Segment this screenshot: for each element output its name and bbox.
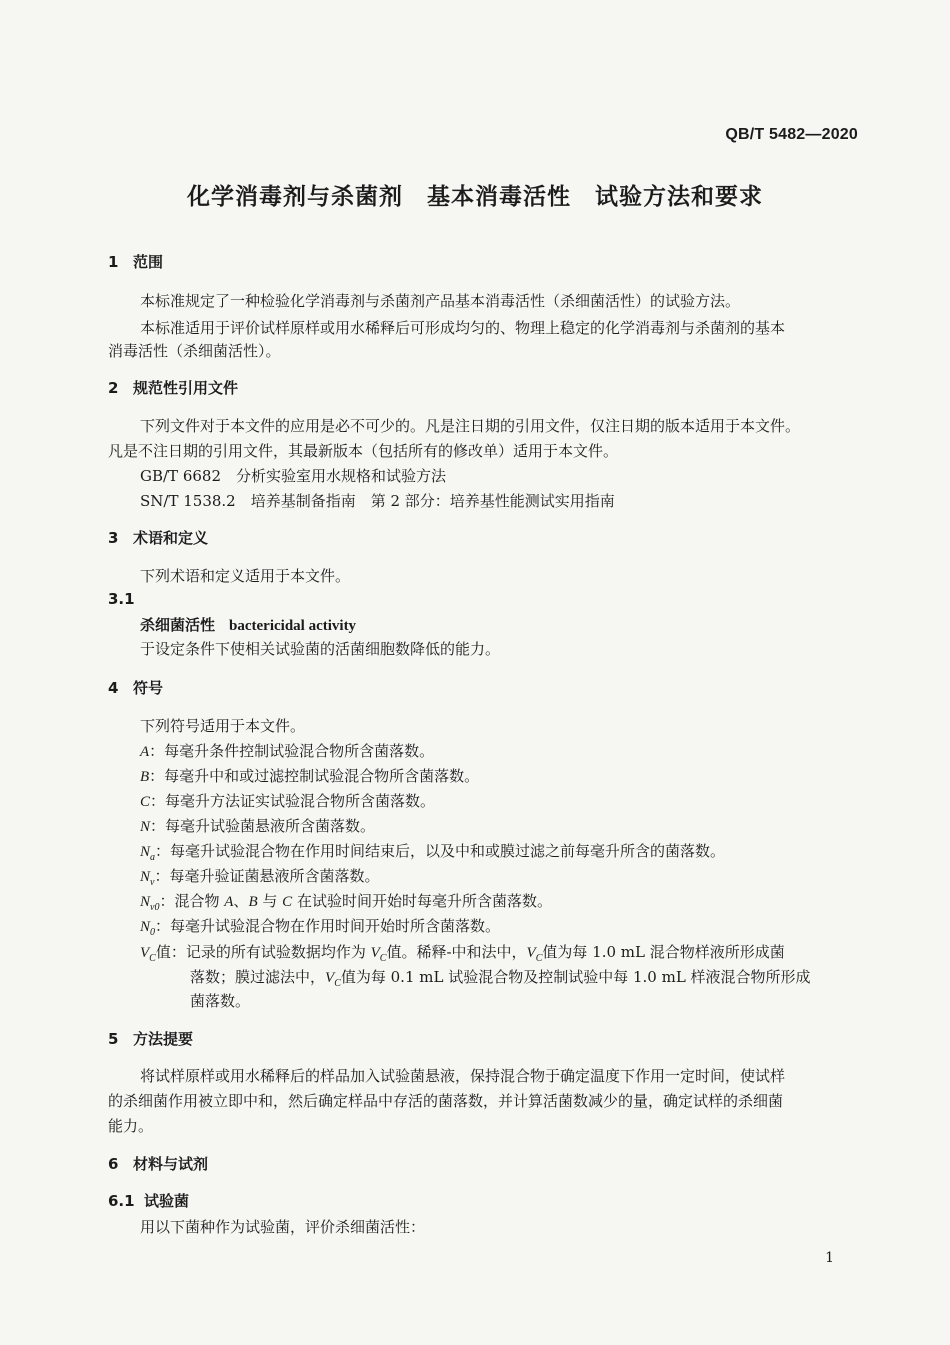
paragraph: 凡是不注日期的引用文件，其最新版本（包括所有的修改单）适用于本文件。 xyxy=(108,442,619,460)
paragraph: 本标准适用于评价试样原样或用水稀释后可形成均匀的、物理上稳定的化学消毒剂与杀菌剂的基本 xyxy=(140,319,786,337)
symbol-Vc-line2: 落数；膜过滤法中，$V_C$值为每 0.1 mL 试验混合物及控制试验中每 1.0 mL 样液混合物所形成 xyxy=(190,968,811,989)
subsection-number: 3.1 xyxy=(108,590,135,608)
term-definition: 于设定条件下使相关试验菌的活菌细胞数降低的能力。 xyxy=(140,640,501,658)
paragraph: 的杀细菌作用被立即中和，然后确定样品中存活的菌落数，并计算活菌数减少的量，确定试样的杀细菌 xyxy=(108,1092,784,1110)
section-3-heading xyxy=(108,527,208,548)
section-number: 3 xyxy=(108,529,119,547)
symbol-N0: $N_0$：每毫升试验混合物在作用时间开始时所含菌落数。 xyxy=(140,917,501,938)
section-number: 5 xyxy=(108,1030,119,1048)
section-number: 2 xyxy=(108,379,119,397)
reference-item: SN/T 1538.2 培养基制备指南 第 2 部分：培养基性能测试实用指南 xyxy=(140,492,615,510)
section-6-heading xyxy=(108,1153,208,1174)
term-entry xyxy=(140,614,356,635)
section-2-heading xyxy=(108,377,238,398)
section-title: 范围 xyxy=(133,253,164,271)
section-title: 术语和定义 xyxy=(133,529,209,547)
symbol-Nv: $N_v$：每毫升验证菌悬液所含菌落数。 xyxy=(140,867,380,888)
paragraph: 下列符号适用于本文件。 xyxy=(140,717,306,735)
paragraph: 消毒活性（杀细菌活性）。 xyxy=(108,342,281,360)
section-1-heading xyxy=(108,251,163,272)
section-number: 6 xyxy=(108,1155,119,1173)
page-number: 1 xyxy=(825,1250,834,1266)
paragraph: 本标准规定了一种检验化学消毒剂与杀菌剂产品基本消毒活性（杀细菌活性）的试验方法。 xyxy=(140,292,741,310)
section-number: 1 xyxy=(108,253,119,271)
section-5-heading xyxy=(108,1028,193,1049)
symbol-C: C：每毫升方法证实试验混合物所含菌落数。 xyxy=(140,792,436,810)
symbol-Na: $N_a$：每毫升试验混合物在作用时间结束后，以及中和或膜过滤之前每毫升所含的菌落数。 xyxy=(140,842,726,863)
symbol-A: A：每毫升条件控制试验混合物所含菌落数。 xyxy=(140,742,435,760)
section-number: 4 xyxy=(108,679,119,697)
symbol-Vc-line3: 菌落数。 xyxy=(190,992,251,1010)
standard-code: QB/T 5482—2020 xyxy=(725,126,858,143)
term-chinese: 杀细菌活性 xyxy=(140,616,216,634)
section-title: 规范性引用文件 xyxy=(133,379,239,397)
section-title: 符号 xyxy=(133,679,164,697)
reference-item: GB/T 6682 分析实验室用水规格和试验方法 xyxy=(140,467,447,485)
subsection-6-1-heading xyxy=(108,1190,189,1211)
section-title: 方法提要 xyxy=(133,1030,194,1048)
subsection-title: 试验菌 xyxy=(144,1192,190,1210)
paragraph: 能力。 xyxy=(108,1117,154,1135)
symbol-N: N：每毫升试验菌悬液所含菌落数。 xyxy=(140,817,376,835)
paragraph: 下列术语和定义适用于本文件。 xyxy=(140,567,351,585)
symbol-Vc-line1: $V_C$值：记录的所有试验数据均作为 $V_C$值。稀释-中和法中，$V_C$值为每 1.0 mL 混合物样液所形成菌 xyxy=(140,943,785,964)
symbol-B: B：每毫升中和或过滤控制试验混合物所含菌落数。 xyxy=(140,767,480,785)
document-title: 化学消毒剂与杀菌剂 基本消毒活性 试验方法和要求 xyxy=(187,184,763,210)
section-4-heading xyxy=(108,677,163,698)
term-english: bactericidal activity xyxy=(229,618,357,634)
paragraph: 用以下菌种作为试验菌，评价杀细菌活性： xyxy=(140,1218,426,1236)
section-title: 材料与试剂 xyxy=(133,1155,209,1173)
symbol-Nv0: $N_{v0}$：混合物 A、B 与 C 在试验时间开始时每毫升所含菌落数。 xyxy=(140,892,552,913)
subsection-number: 6.1 xyxy=(108,1192,135,1210)
paragraph: 将试样原样或用水稀释后的样品加入试验菌悬液，保持混合物于确定温度下作用一定时间，使试样 xyxy=(140,1067,786,1085)
paragraph: 下列文件对于本文件的应用是必不可少的。凡是注日期的引用文件，仅注日期的版本适用于本文件。 xyxy=(140,417,801,435)
